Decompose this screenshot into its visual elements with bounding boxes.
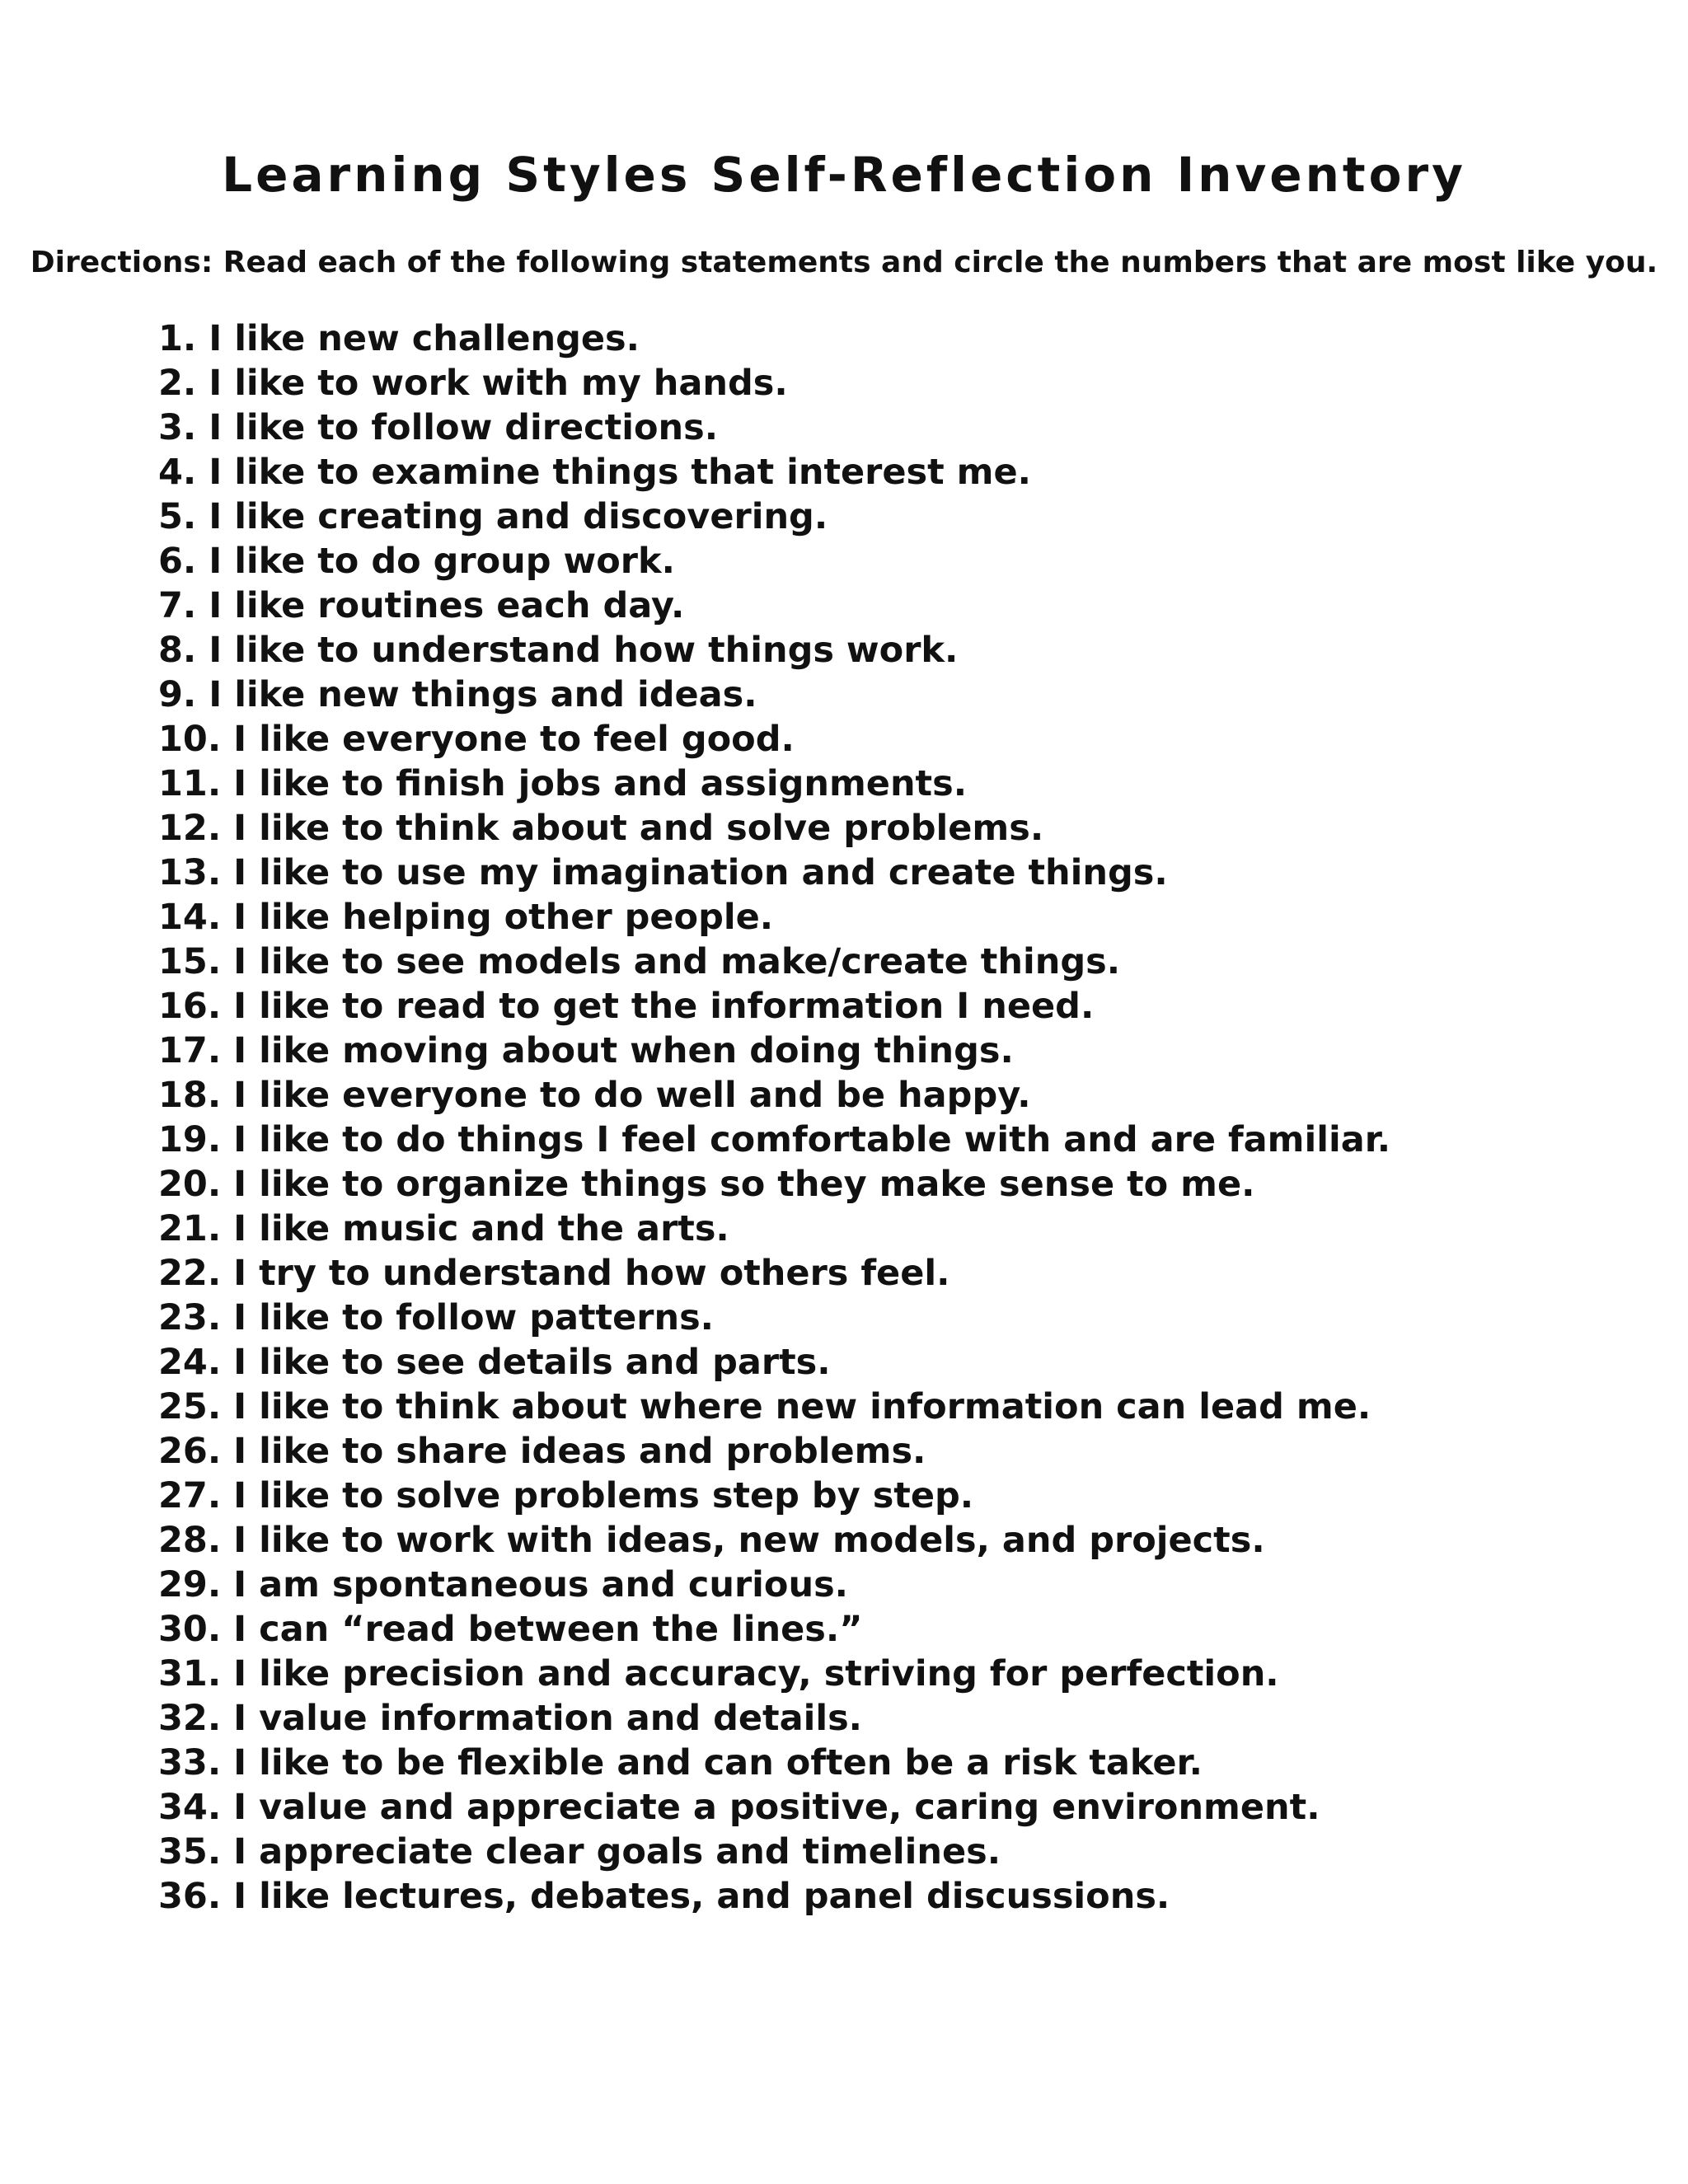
directions-text: Directions: Read each of the following statements and circle the numbers that are most like you. — [30, 246, 1658, 279]
statement-item: 20. I like to organize things so they make sense to me. — [158, 1164, 1255, 1205]
statement-item: 25. I like to think about where new information can lead me. — [158, 1386, 1372, 1427]
statement-item: 13. I like to use my imagination and create things. — [158, 852, 1168, 893]
statement-item: 11. I like to finish jobs and assignments. — [158, 763, 968, 804]
statement-list — [158, 316, 1390, 1919]
statement-item: 6. I like to do group work. — [158, 541, 675, 582]
statement-item: 22. I try to understand how others feel. — [158, 1253, 950, 1294]
statement-item: 9. I like new things and ideas. — [158, 674, 757, 715]
statement-item: 29. I am spontaneous and curious. — [158, 1564, 849, 1605]
statement-item: 19. I like to do things I feel comfortable with and are familiar. — [158, 1119, 1391, 1160]
statement-item: 18. I like everyone to do well and be happy. — [158, 1075, 1031, 1116]
statement-item: 14. I like helping other people. — [158, 897, 774, 938]
statement-item: 1. I like new challenges. — [158, 318, 640, 359]
statement-item: 3. I like to follow directions. — [158, 407, 719, 448]
statement-item: 4. I like to examine things that interest me. — [158, 452, 1031, 493]
statement-item: 36. I like lectures, debates, and panel discussions. — [158, 1876, 1170, 1917]
statement-item: 7. I like routines each day. — [158, 585, 685, 626]
statement-item: 34. I value and appreciate a positive, caring environment. — [158, 1787, 1320, 1828]
statement-item: 26. I like to share ideas and problems. — [158, 1431, 926, 1472]
statement-item: 10. I like everyone to feel good. — [158, 719, 795, 760]
statement-item: 5. I like creating and discovering. — [158, 496, 828, 537]
statement-item: 2. I like to work with my hands. — [158, 363, 788, 404]
statement-item: 23. I like to follow patterns. — [158, 1297, 715, 1338]
statement-item: 8. I like to understand how things work. — [158, 630, 959, 671]
statement-item: 32. I value information and details. — [158, 1698, 862, 1739]
statement-item: 12. I like to think about and solve problems. — [158, 808, 1044, 849]
statement-item: 27. I like to solve problems step by step. — [158, 1475, 974, 1516]
statement-item: 31. I like precision and accuracy, striving for perfection. — [158, 1653, 1279, 1694]
page-title: Learning Styles Self-Reflection Inventory — [222, 147, 1466, 203]
statement-item: 33. I like to be flexible and can often be a risk taker. — [158, 1742, 1203, 1783]
statement-item: 21. I like music and the arts. — [158, 1208, 729, 1249]
statement-item: 17. I like moving about when doing things. — [158, 1030, 1014, 1071]
statement-item: 30. I can “read between the lines.” — [158, 1609, 863, 1650]
statement-item: 35. I appreciate clear goals and timelines. — [158, 1831, 1001, 1872]
statement-item: 24. I like to see details and parts. — [158, 1342, 831, 1383]
statement-item: 16. I like to read to get the information I need. — [158, 986, 1095, 1027]
statement-item: 28. I like to work with ideas, new models, and projects. — [158, 1520, 1265, 1561]
statement-item: 15. I like to see models and make/create things. — [158, 941, 1121, 982]
